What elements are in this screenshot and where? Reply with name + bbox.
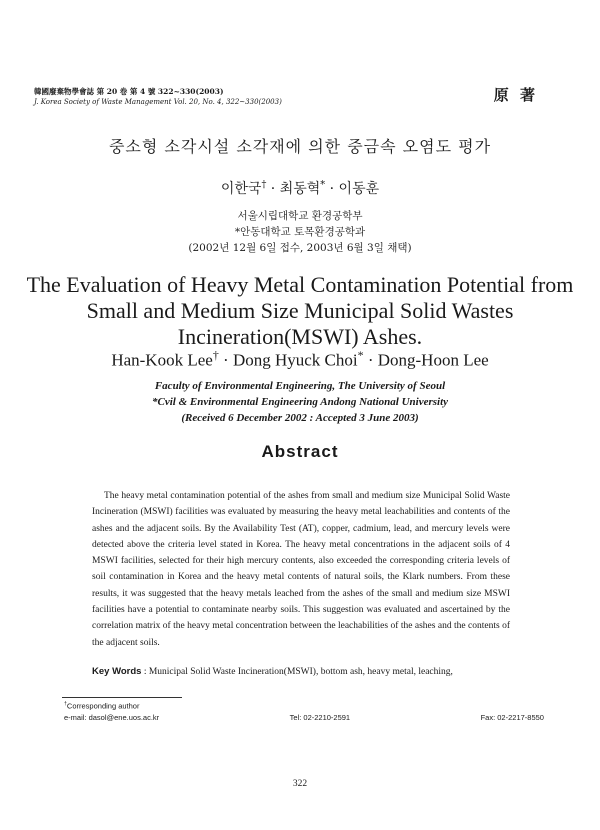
abstract-heading: Abstract <box>261 442 339 461</box>
korean-affiliation-2: *안동대학교 토목환경공학과 <box>234 226 366 238</box>
korean-affiliation-1: 서울시립대학교 환경공학부 <box>237 210 363 222</box>
corresponding-author-label: Corresponding author <box>66 701 140 711</box>
korean-author-3: 이동훈 <box>338 181 380 197</box>
korean-received-date: (2002년 12월 6일 접수, 2003년 6월 3일 채택) <box>188 242 412 254</box>
journal-header-korean: 韓國廢棄物學會誌 第 20 卷 第 4 號 322~330(2003) <box>34 87 224 96</box>
english-affiliations <box>0 378 600 426</box>
footnote-divider <box>62 697 182 698</box>
english-title: The Evaluation of Heavy Metal Contamination Potential from Small and Medium Size Municipal Solid Wastes Incineration(MSWI) Ashes. <box>26 272 574 349</box>
article-type-label: 原 著 <box>493 86 538 104</box>
korean-title: 중소형 소각시설 소각재에 의한 중금속 오염도 평가 <box>108 137 492 156</box>
english-received-date: (Received 6 December 2002 : Accepted 3 June 2003) <box>181 412 419 424</box>
english-affiliation-1: Faculty of Environmental Engineering, The University of Seoul <box>154 380 446 392</box>
keywords-line: Key Words : Municipal Solid Waste Incineration(MSWI), bottom ash, heavy metal, leaching, <box>92 666 453 677</box>
english-author-3: Dong-Hoon Lee <box>377 350 489 370</box>
journal-header-english: J. Korea Society of Waste Management Vol. 20, No. 4, 322~330(2003) <box>34 98 282 106</box>
korean-author-1: 이한국 <box>220 181 262 197</box>
english-affiliation-2: *Cvil & Environmental Engineering Andong National University <box>151 396 449 408</box>
corresponding-dagger: † <box>261 179 267 191</box>
english-authors: Han-Kook Lee† · Dong Hyuck Choi* · Dong-Hoon Lee <box>111 348 489 370</box>
keywords-label: Key Words <box>92 666 142 677</box>
footnote-tel: Tel: 02-2210-2591 <box>289 712 351 722</box>
korean-author-2: 최동혁 <box>279 181 321 197</box>
journal-header <box>34 86 282 108</box>
abstract-body: The heavy metal contamination potential of the ashes from small and medium size Municipal Solid Waste Incineration (MSWI) facilities was evaluated by measuring the heavy metal leachabilities and contents of the ashes and the adjacent soils. By the Availability Test (AT), copper, cadmium, lead, and mercury levels were detected above the criteria level stated in Korea. The heavy metal concentrations in the adjacent soils of 4 MSWI facilities, selected for their high mercury contents, also exceeded the corresponding criteria levels of soil contamination in Korea and the heavy metal contents of natural soils, the Klark numbers. From these results, it was suggested that the heavy metals leached from the ashes of the small and medium size MSWI facilities have a potential to contaminate nearby soils. This suggestion was evaluated and ascertained by the correlation matrix of the heavy metal concentration between the leachabilities of the ashes and the contents of the adjacent soils. <box>92 491 510 648</box>
english-author-2: Dong Hyuck Choi <box>232 350 358 370</box>
english-author-1: Han-Kook Lee <box>111 350 213 370</box>
footnote: †Corresponding author e-mail: dasol@ene.uos.ac.kr Tel: 02-2210-2591 Fax: 02-2217-8550 <box>64 701 544 722</box>
korean-authors: 이한국† · 최동혁* · 이동훈 <box>220 179 380 197</box>
keywords-text: Municipal Solid Waste Incineration(MSWI), bottom ash, heavy metal, leaching, <box>148 667 453 677</box>
footnote-email: e-mail: dasol@ene.uos.ac.kr <box>64 712 160 722</box>
footnote-fax: Fax: 02-2217-8550 <box>480 712 544 722</box>
page-number: 322 <box>292 779 308 789</box>
